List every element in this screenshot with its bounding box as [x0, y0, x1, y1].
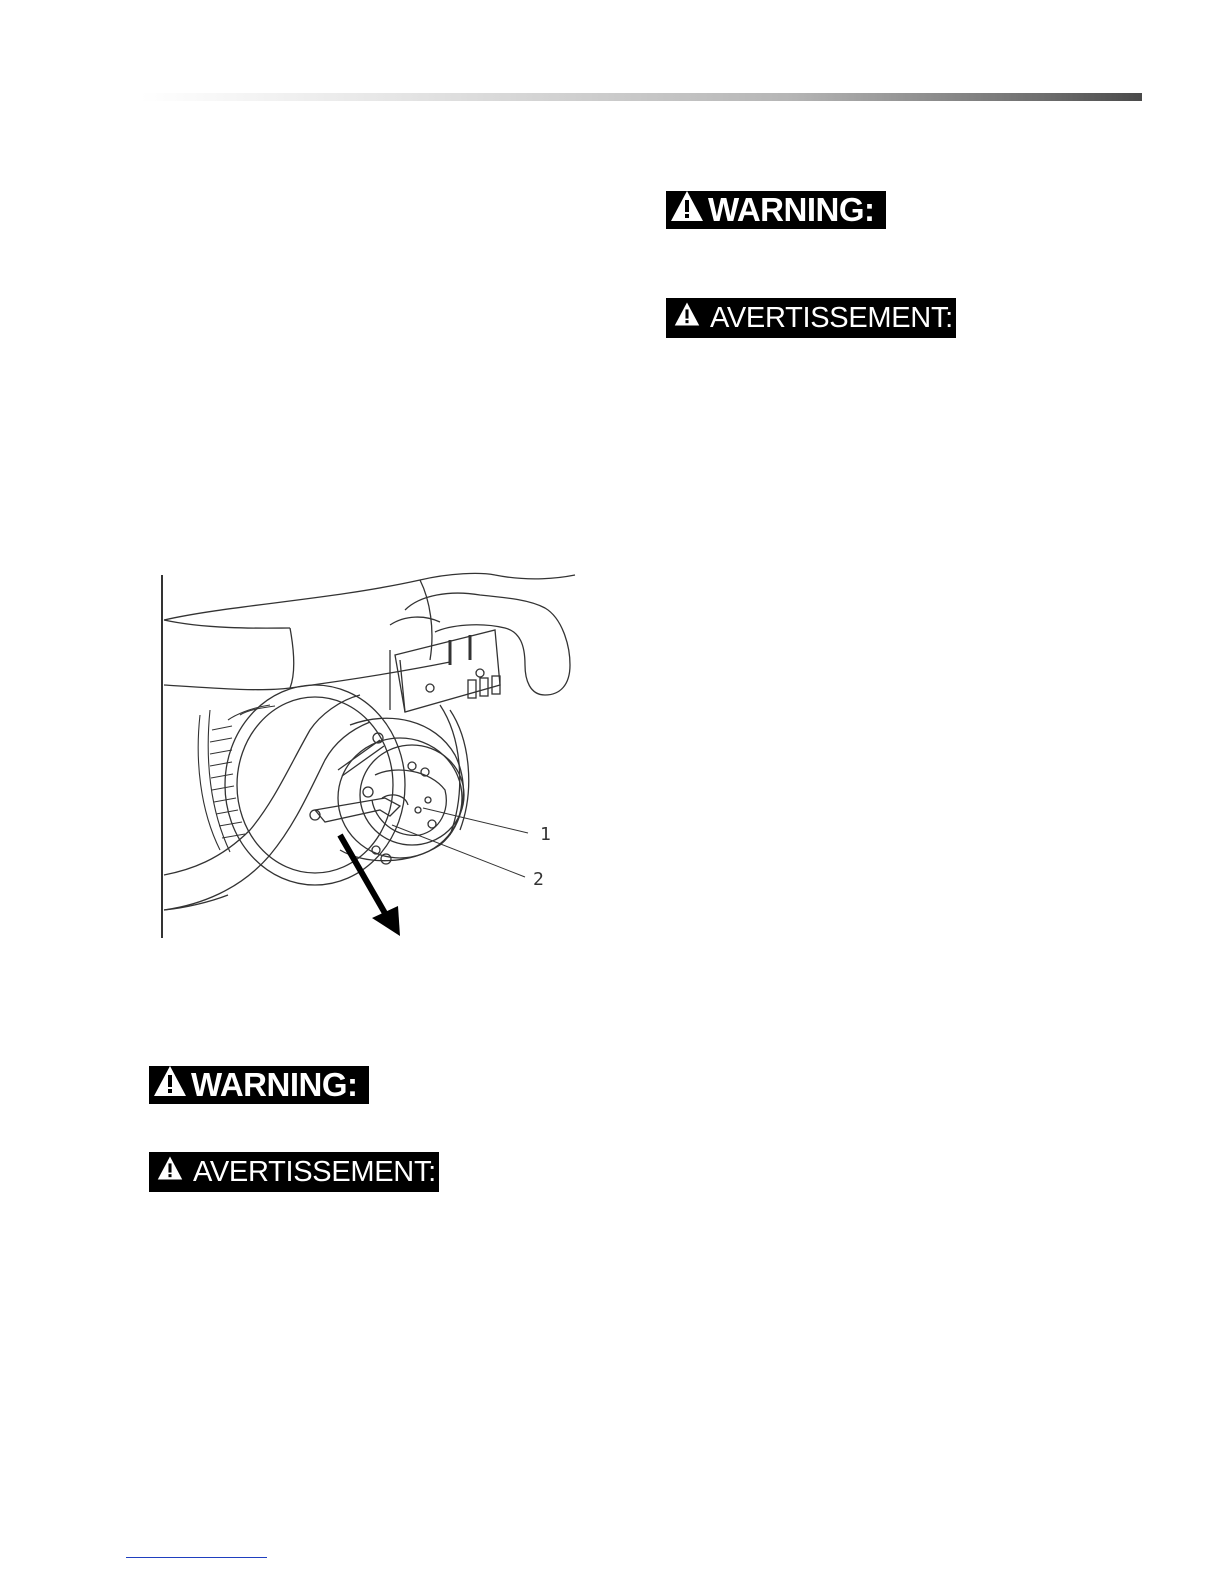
warning-label [666, 191, 886, 229]
avertissement-label [149, 1152, 439, 1192]
avertissement-label-text: AVERTISSEMENT: [710, 301, 953, 334]
generator-figure [150, 570, 580, 945]
avertissement-label [666, 298, 956, 338]
callout-2: 2 [533, 869, 544, 890]
warning-label-text: WARNING: [191, 1066, 358, 1103]
warning-triangle-icon [157, 1155, 183, 1189]
warning-triangle-icon [674, 301, 700, 335]
warning-triangle-icon [153, 1065, 187, 1105]
footer-link-underline[interactable] [126, 1557, 267, 1558]
warning-label-text: WARNING: [708, 191, 875, 228]
warning-label [149, 1066, 369, 1104]
callout-1: 1 [540, 824, 551, 845]
warning-triangle-icon [670, 190, 704, 230]
header-rule [140, 93, 1142, 101]
avertissement-label-text: AVERTISSEMENT: [193, 1155, 436, 1188]
